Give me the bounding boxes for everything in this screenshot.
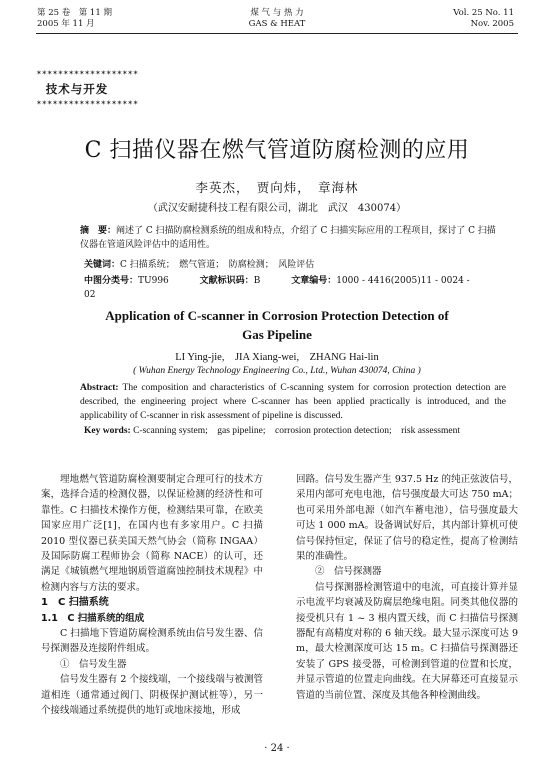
affiliation-en: ( Wuhan Energy Technology Engineering Co., Ltd., Wuhan 430074, China ) [133, 366, 421, 376]
header-rule [36, 33, 518, 34]
item-heading-detector: ② 信号探测器 [315, 566, 382, 578]
article-title-cn: C 扫描仪器在燃气管道防腐检测的应用 [84, 138, 470, 163]
intro-paragraph: 埋地燃气管道防腐检测要制定合理可行的技术方案，选择合适的检测仪器，以保证检测的经济性和可靠性。C 扫描技术操作方便，检测结果可靠，在欧美国家应用广泛[1]，在国内也有多家用户。C 扫描 2010 型仪器已获美国天然气协会（简称 INGAA）及国际防腐工程师协会（简称 NACE）的认可，还满足《城镇燃气埋地钢质管道腐蚀控制技术规程》中检测内容与方法的要求。 [41, 474, 263, 593]
abstract-en [80, 381, 506, 423]
header-date-cn: 2005 年 11 月 [37, 19, 95, 29]
doc-code-label: 文献标识码： [199, 276, 254, 286]
article-title-en-line1: Application of C-scanner in Corrosion Protection Detection of [105, 308, 449, 323]
section-badge [36, 69, 138, 108]
header-right [453, 8, 514, 30]
section-label: 技术与开发 [45, 82, 109, 96]
clc-label: 中图分类号： [84, 276, 139, 286]
abstract-en-text: The composition and characteristics of C-scanning system for corrosion protection detection are described, the engineering project where C-scanner has been applied practically is introduced, and the applicability of C-scanner in risk assessment of pipeline is discussed. [80, 383, 507, 421]
affiliation-cn: （武汉安耐捷科技工程有限公司，湖北 武汉 430074） [147, 203, 407, 214]
badge-border-bottom: ✶✶✶✶✶✶✶✶✶✶✶✶✶✶✶✶✶✶✶ [36, 99, 138, 107]
authors-en: LI Ying-jie, JIA Xiang-wei, ZHANG Hai-lin [175, 352, 379, 363]
composition-paragraph: C 扫描地下管道防腐检测系统由信号发生器、信号探测器及连接附件组成。 [41, 628, 263, 655]
header-volume-en: Vol. 25 No. 11 [453, 8, 514, 18]
detector-paragraph: 信号探测器检测管道中的电流，可直接计算并显示电流平均衰减及防腐层绝缘电阻。同类其他仪器的接受机只有 1 ~ 3 根内置天线，而 C 扫描信号探测器配有高精度对称的 6 轴天线。最大显示深度可达 9 m，最大检测深度可达 15 m。C 扫描信号探测器还安装了 GPS 接受器，可检测到管道的位置和长度，并显示管道的位置走向曲线。在大屏幕还可直接显示管道的当前位置、深度及其他各种检测曲线。 [296, 581, 518, 701]
article-title-en [0, 306, 554, 344]
article-title-en-line2: Gas Pipeline [242, 327, 312, 342]
keywords-en-label: Key words: [84, 426, 131, 436]
abstract-en-label: Abstract: [80, 383, 119, 393]
item-heading-generator: ① 信号发生器 [60, 658, 127, 670]
header-date-en: Nov. 2005 [470, 19, 514, 29]
keywords-cn-text: C 扫描系统； 燃气管道； 防腐检测； 风险评估 [120, 260, 315, 270]
clc-value: TU996 [138, 276, 169, 286]
body-column-left [41, 472, 263, 719]
page-number: · 24 · [264, 743, 290, 754]
classification-line [84, 274, 504, 302]
authors-cn: 李英杰， 贾向炜， 章海林 [195, 180, 359, 195]
generator-paragraph-cont: 回路。信号发生器产生 937.5 Hz 的纯正弦波信号，采用内部可充电电池，信号强度最大可达 750 mA；也可采用外部电源（如汽车蓄电池），信号强度最大可达 1 000 mA。设备调试好后，其内部计算机可使信号保持恒定，保证了信号的稳定性，提高了检测结果的准确性。 [296, 474, 518, 563]
subsection-heading-1-1: 1.1 C 扫描系统的组成 [41, 612, 145, 624]
article-no-label: 文章编号： [291, 276, 337, 286]
abstract-cn-text: 阐述了 C 扫描防腐检测系统的组成和特点，介绍了 C 扫描实际应用的工程项目，探讨了 C 扫描仪器在管道风险评估中的适用性。 [80, 226, 496, 250]
doc-code-value: B [253, 276, 261, 286]
header-journal-cn: 煤 气 与 热 力 [250, 8, 304, 18]
generator-paragraph: 信号发生器有 2 个接线端，一个接线端与被测管道相连（通常通过阀门、阴极保护测试桩等），另一个接线端通过系统提供的地钉或地床接地，形成 [41, 674, 263, 717]
abstract-cn-label: 摘 要： [80, 226, 117, 236]
keywords-cn-label: 关键词： [84, 260, 121, 270]
keywords-en [84, 424, 506, 438]
keywords-cn [84, 258, 504, 272]
header-journal-en: GAS & HEAT [248, 19, 306, 29]
body-column-right [296, 472, 518, 703]
badge-border-top: ✶✶✶✶✶✶✶✶✶✶✶✶✶✶✶✶✶✶✶ [36, 69, 138, 77]
abstract-cn [80, 224, 504, 252]
keywords-en-text: C-scanning system; gas pipeline; corrosion protection detection; risk assessment [133, 426, 460, 436]
header-volume-cn: 第 25 卷 第 11 期 [37, 8, 112, 18]
article-no-value: 1000 - 4416(2005)11 - 0024 - 02 [84, 276, 470, 300]
section-heading-1: 1 C 扫描系统 [41, 597, 109, 609]
